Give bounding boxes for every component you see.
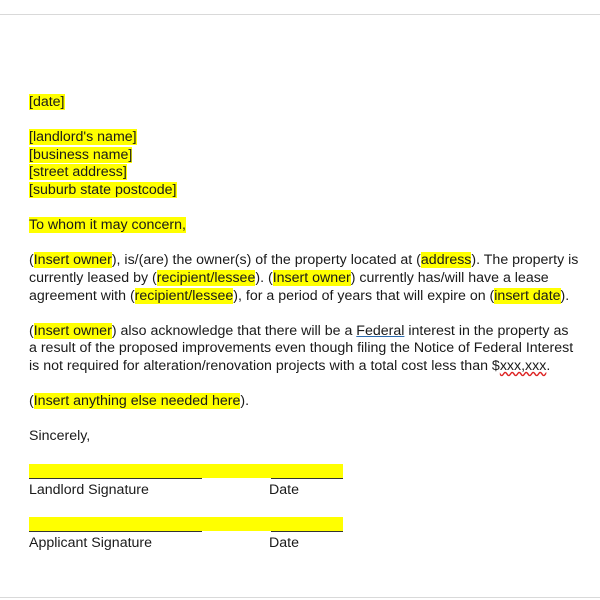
date-placeholder: [date]: [29, 94, 65, 110]
recipient-placeholder: recipient/lessee: [134, 287, 234, 304]
paragraph-ownership: (Insert owner), is/(are) the owner(s) of the property located at (address). The property is currently leased by (recipient/lessee). (Insert owner) currently has/will have a lease agreement with (recipient/lessee), for a period of years that will expire on (insert date).: [29, 252, 579, 304]
additional-placeholder: Insert anything else needed here: [33, 393, 241, 410]
closing: Sincerely,: [29, 428, 91, 445]
spacer: [29, 305, 584, 323]
owner-placeholder: Insert owner: [33, 322, 112, 339]
amount-placeholder: xxx,xxx: [499, 357, 547, 374]
spacer: [29, 376, 584, 394]
landlord-signature-block: [29, 464, 349, 504]
business-name-placeholder: [business name]: [29, 146, 133, 163]
landlord-name-placeholder: [landlord's name]: [29, 129, 137, 146]
applicant-signature-line[interactable]: [29, 517, 202, 532]
recipient-placeholder: recipient/lessee: [156, 269, 256, 286]
applicant-signature-block: [29, 517, 349, 557]
street-address-placeholder: [street address]: [29, 164, 127, 181]
landlord-date-line[interactable]: [271, 464, 343, 479]
paragraph-additional: (Insert anything else needed here).: [29, 393, 250, 410]
highlight-fill: [202, 464, 271, 478]
page-bottom-edge: [0, 597, 600, 598]
letter-body: [29, 94, 584, 446]
recipient-block: [29, 129, 584, 199]
spacer: [29, 200, 584, 218]
spacer: [29, 235, 584, 253]
landlord-signature-line[interactable]: [29, 464, 202, 479]
expiry-date-placeholder: insert date: [494, 287, 561, 304]
owner-placeholder: Insert owner: [33, 252, 112, 269]
date-line: [29, 94, 584, 112]
spacer: [29, 411, 584, 429]
applicant-date-line[interactable]: [271, 517, 343, 532]
salutation: To whom it may concern,: [29, 217, 186, 234]
landlord-signature-label: Landlord Signature: [29, 482, 149, 498]
landlord-date-label: Date: [269, 482, 299, 498]
applicant-signature-label: Applicant Signature: [29, 535, 153, 551]
page-top-edge: [0, 14, 600, 15]
paragraph-federal-interest: (Insert owner) also acknowledge that there will be a Federal interest in the property as a result of the proposed improvements even though filing the Notice of Federal Interest is not required for alteration/renovation projects with a total cost less than $xxx,xxx.: [29, 322, 574, 374]
owner-placeholder: Insert owner: [272, 269, 351, 286]
spacer: [29, 112, 584, 130]
federal-term: Federal: [356, 322, 405, 339]
highlight-fill: [202, 517, 271, 531]
address-placeholder: address: [420, 252, 472, 269]
suburb-placeholder: [suburb state postcode]: [29, 181, 177, 198]
applicant-date-label: Date: [269, 535, 299, 551]
